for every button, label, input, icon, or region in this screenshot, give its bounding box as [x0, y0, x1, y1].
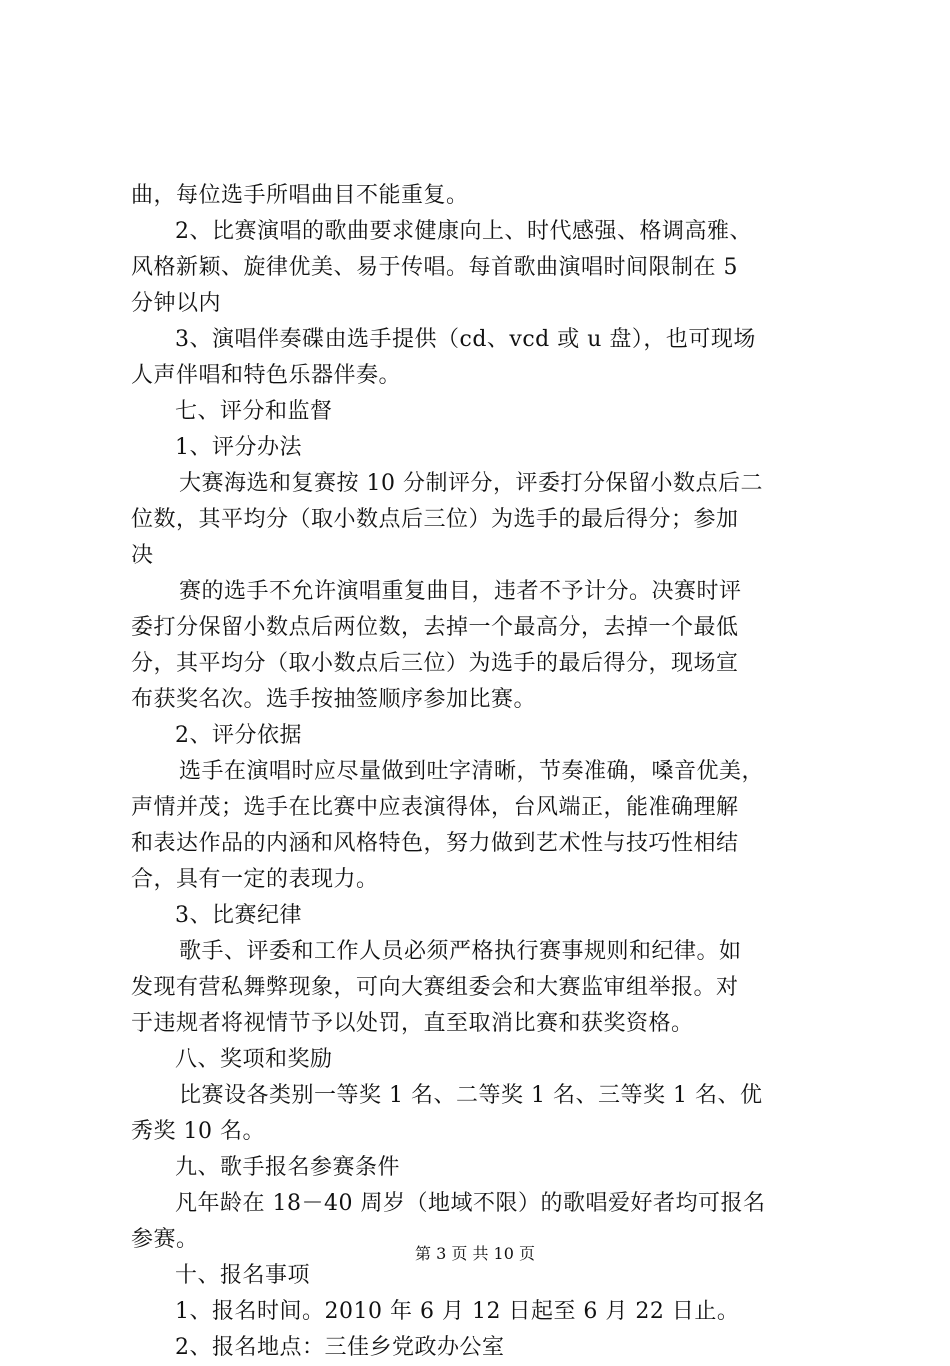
document-body	[131, 178, 831, 1366]
paragraph-line: 分，其平均分（取小数点后三位）为选手的最后得分，现场宣	[131, 651, 739, 676]
paragraph-line: 2、比赛演唱的歌曲要求健康向上、时代感强、格调高雅、	[175, 219, 752, 244]
paragraph-line: 风格新颖、旋律优美、易于传唱。每首歌曲演唱时间限制在 5	[131, 255, 738, 280]
paragraph-line: 布获奖名次。选手按抽签顺序参加比赛。	[131, 687, 537, 712]
paragraph-line: 声情并茂；选手在比赛中应表演得体，台风端正，能准确理解	[131, 795, 739, 820]
paragraph-line: 歌手、评委和工作人员必须严格执行赛事规则和纪律。如	[179, 939, 742, 964]
paragraph-line: 分钟以内	[131, 291, 222, 316]
subsection-heading: 1、评分办法	[175, 435, 302, 460]
paragraph-line: 比赛设各类别一等奖 1 名、二等奖 1 名、三等奖 1 名、优	[179, 1083, 763, 1108]
section-heading: 七、评分和监督	[175, 399, 333, 424]
paragraph-line: 和表达作品的内涵和风格特色，努力做到艺术性与技巧性相结	[131, 831, 739, 856]
paragraph-line: 人声伴唱和特色乐器伴奏。	[131, 363, 402, 388]
paragraph-line: 凡年龄在 18－40 周岁（地域不限）的歌唱爱好者均可报名	[175, 1191, 766, 1216]
section-heading: 八、奖项和奖励	[175, 1047, 333, 1072]
paragraph-line: 决	[131, 543, 154, 568]
paragraph-line: 赛的选手不允许演唱重复曲目，违者不予计分。决赛时评	[179, 579, 742, 604]
paragraph-line: 2、报名地点：三佳乡党政办公室	[175, 1335, 505, 1360]
paragraph-line: 参赛。	[131, 1227, 199, 1252]
paragraph-line: 大赛海选和复赛按 10 分制评分，评委打分保留小数点后二	[179, 471, 763, 496]
paragraph-line: 合，具有一定的表现力。	[131, 867, 379, 892]
paragraph-line: 曲，每位选手所唱曲目不能重复。	[131, 183, 469, 208]
paragraph-line: 1、报名时间。2010 年 6 月 12 日起至 6 月 22 日止。	[175, 1299, 740, 1324]
paragraph-line: 秀奖 10 名。	[131, 1119, 265, 1144]
section-heading: 九、歌手报名参赛条件	[175, 1155, 401, 1180]
paragraph-line: 位数，其平均分（取小数点后三位）为选手的最后得分；参加	[131, 507, 739, 532]
subsection-heading: 2、评分依据	[175, 723, 302, 748]
section-heading: 十、报名事项	[175, 1263, 311, 1288]
paragraph-line: 选手在演唱时应尽量做到吐字清晰，节奏准确，嗓音优美，	[179, 759, 765, 784]
paragraph-line: 3、演唱伴奏碟由选手提供（cd、vcd 或 u 盘），也可现场	[175, 327, 756, 352]
paragraph-line: 委打分保留小数点后两位数，去掉一个最高分，去掉一个最低	[131, 615, 739, 640]
page-number-footer: 第 3 页 共 10 页	[415, 1244, 535, 1263]
paragraph-line: 发现有营私舞弊现象，可向大赛组委会和大赛监审组举报。对	[131, 975, 739, 1000]
subsection-heading: 3、比赛纪律	[175, 903, 302, 928]
paragraph-line: 于违规者将视情节予以处罚，直至取消比赛和获奖资格。	[131, 1011, 694, 1036]
